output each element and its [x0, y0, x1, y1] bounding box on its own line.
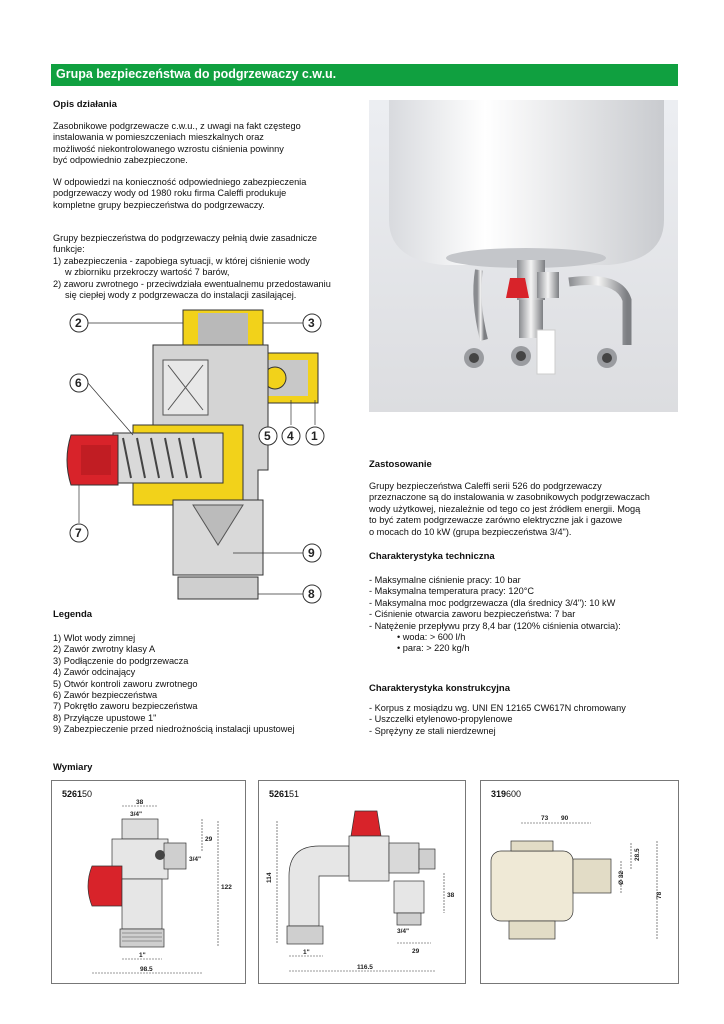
spec-subline: • woda: > 600 l/h: [397, 632, 466, 643]
opis-paragraph-2: [53, 177, 306, 211]
product-code: 526151: [269, 789, 300, 799]
text-line: o mocach do 10 kW (grupa bezpieczeństwa 3/4").: [369, 526, 572, 537]
spec-line: - Maksymalne ciśnienie pracy: 10 bar: [369, 575, 521, 585]
dim-label: 1": [139, 952, 146, 959]
callout-3: [303, 314, 321, 332]
dim-label: 98.5: [140, 966, 153, 973]
spec-line: - Korpus z mosiądzu wg. UNI EN 12165 CW617N chromowany: [369, 703, 626, 713]
legend-item: 2) Zawór zwrotny klasy A: [53, 644, 156, 655]
dim-label: 3/4": [130, 811, 143, 818]
text-line: wody użytkowej, niezależnie od tego co jest źródłem energii. Mogą: [369, 503, 641, 514]
dim-label: 3/4": [189, 856, 202, 863]
svg-text:9: 9: [308, 546, 315, 560]
product-code: 319600: [491, 789, 522, 799]
dim-label: 29: [205, 836, 213, 843]
techniczna-heading: Charakterystyka techniczna: [369, 551, 495, 562]
spec-line: - Maksymalna temperatura pracy: 120°C: [369, 586, 535, 597]
dim-label: 90: [561, 815, 569, 822]
dimension-box-526150: [51, 780, 246, 984]
opis-paragraph-3: [53, 233, 331, 301]
product-code: 526150: [62, 789, 93, 799]
text-line: instalowania w pomieszczeniach mieszkalnych oraz: [53, 132, 264, 143]
dimension-box-319600: [480, 780, 679, 984]
text-line: możliwość niekontrolowanego wzrostu ciśnienia powinny: [53, 143, 284, 154]
text-line: funkcje:: [53, 244, 85, 255]
text-line: W odpowiedzi na konieczność odpowiedniego zabezpieczenia: [53, 177, 307, 187]
callout-4: [282, 427, 300, 445]
legend-item: 7) Pokrętło zaworu bezpieczeństwa: [53, 701, 198, 712]
opis-paragraph-1: [53, 121, 301, 167]
callout-8: [303, 585, 321, 603]
dim-label: 78: [656, 891, 663, 899]
callout-6: [70, 374, 88, 392]
legend-item: 5) Otwór kontroli zaworu zwrotnego: [53, 678, 198, 689]
spec-line: - Ciśnienie otwarcia zaworu bezpieczeństwa: 7 bar: [369, 609, 576, 620]
dim-label: 122: [221, 884, 232, 891]
legenda-list: [53, 633, 295, 736]
dim-label: 28.5: [634, 848, 641, 861]
svg-text:2: 2: [75, 316, 82, 330]
cutaway-diagram: [53, 305, 343, 605]
text-line: 2) zaworu zwrotnego - przeciwdziała ewentualnemu przedostawaniu: [53, 278, 331, 289]
wymiary-heading: Wymiary: [53, 762, 93, 773]
legend-item: 3) Podłączenie do podgrzewacza: [53, 655, 189, 666]
dim-label: 73: [541, 815, 549, 822]
dim-label: 1": [303, 949, 310, 956]
dim-label: 3/4": [397, 928, 410, 935]
dim-label: Ø 32: [618, 870, 625, 885]
callout-9: [303, 544, 321, 562]
text-line: podgrzewaczy wody od 1980 roku firma Caleffi produkuje: [53, 188, 287, 199]
spec-line: - Uszczelki etylenowo-propylenowe: [369, 714, 513, 725]
svg-text:4: 4: [287, 429, 294, 443]
zastosowanie-heading: Zastosowanie: [369, 459, 432, 470]
text-line: w zbiorniku przekroczy wartość 7 barów,: [65, 267, 230, 278]
spec-line: - Sprężyny ze stali nierdzewnej: [369, 725, 496, 736]
text-line: przeznaczone są do instalowania w zasobnikowych podgrzewaczach: [369, 492, 650, 503]
dim-label: 38: [447, 892, 455, 899]
text-line: Grupy bezpieczeństwa Caleffi serii 526 do podgrzewaczy: [369, 481, 602, 491]
dim-label: 114: [266, 872, 273, 883]
legend-item: 6) Zawór bezpieczeństwa: [53, 690, 158, 701]
text-line: Zasobnikowe podgrzewacze c.w.u., z uwagi na fakt częstego: [53, 121, 301, 131]
legend-item: 4) Zawór odcinający: [53, 667, 136, 678]
dim-label: 29: [412, 948, 420, 955]
legend-item: 1) Wlot wody zimnej: [53, 633, 136, 643]
text-line: Grupy bezpieczeństwa do podgrzewaczy pełnią dwie zasadnicze: [53, 233, 318, 243]
text-line: być odpowiednio zabezpieczone.: [53, 155, 188, 166]
legend-item: 8) Przyłącze upustowe 1": [53, 712, 157, 723]
boiler-photo-illustration: [369, 100, 678, 412]
callout-7: [70, 524, 88, 542]
spec-subline: • para: > 220 kg/h: [397, 643, 470, 654]
spec-line: - Natężenie przepływu przy 8,4 bar (120% ciśnienia otwarcia):: [369, 620, 621, 631]
zastosowanie-text: [369, 481, 650, 538]
svg-text:7: 7: [75, 526, 82, 540]
text-line: kompletne grupy bezpieczeństwa do podgrzewaczy.: [53, 199, 265, 210]
callout-2: [70, 314, 88, 332]
svg-text:8: 8: [308, 587, 315, 601]
dimension-box-526151: [258, 780, 466, 984]
dim-label: 38: [136, 799, 144, 806]
svg-text:5: 5: [264, 429, 271, 443]
dim-label: 116.5: [357, 964, 373, 971]
text-line: się ciepłej wody z podgrzewacza do instalacji zasilającej.: [65, 290, 297, 301]
page-title: Grupa bezpieczeństwa do podgrzewaczy c.w.u.: [56, 67, 337, 81]
svg-text:1: 1: [311, 429, 318, 443]
opis-heading: Opis działania: [53, 99, 117, 110]
legend-item: 9) Zabezpieczenie przed niedrożnością instalacji upustowej: [53, 724, 295, 735]
spec-line: - Maksymalna moc podgrzewacza (dla średnicy 3/4"): 10 kW: [369, 597, 616, 608]
konstrukcyjna-heading: Charakterystyka konstrukcyjna: [369, 683, 510, 694]
text-line: 1) zabezpieczenia - zapobiega sytuacji, w której ciśnienie wody: [53, 255, 310, 266]
header-bar: [51, 64, 678, 86]
techniczna-list: [369, 575, 621, 655]
text-line: to być zatem podgrzewacze zarówno elektryczne jak i gazowe: [369, 515, 623, 526]
boiler-photo: [369, 100, 678, 412]
legenda-heading: Legenda: [53, 609, 93, 620]
svg-text:3: 3: [308, 316, 315, 330]
callout-5: [259, 427, 277, 445]
callout-1: [306, 427, 324, 445]
svg-text:6: 6: [75, 376, 82, 390]
konstrukcyjna-list: [369, 703, 626, 737]
